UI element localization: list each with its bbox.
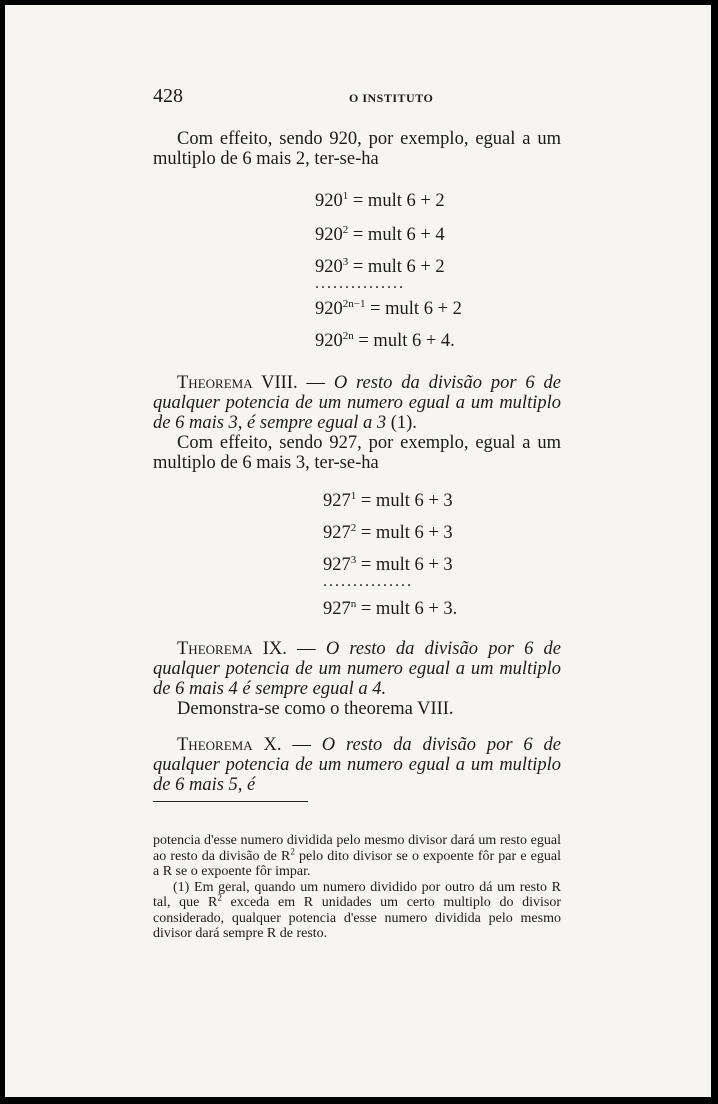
eq-base: 920: [315, 257, 343, 277]
eq-exponent: 1: [342, 189, 349, 202]
ellipsis-row-a: ...............: [315, 275, 405, 292]
theorem-9-proof: Demonstra-se como o theorema VIII.: [177, 699, 454, 719]
theorem-dash: —: [286, 639, 326, 659]
page-number: 428: [153, 85, 183, 107]
footnote-continued: potencia d'esse numero dividida pelo mesmo divisor dará um resto egual ao resto da divisão de $R^2$ pelo dito divisor se o expoente fôr par e egual a R se o expoente fôr impar.: [153, 833, 561, 879]
theorem-8-statement: [153, 373, 561, 433]
page-header: [153, 85, 593, 109]
theorem-label: Theorema X.: [177, 735, 282, 755]
theorem-8: [153, 373, 561, 473]
eq-base: 927: [323, 523, 351, 543]
equation-920-3: [315, 257, 445, 277]
theorem-dash: —: [297, 373, 334, 393]
theorem-text: O resto da divisão por 6 de qualquer potencia de um numero egual a um multiplo de 6 mais 4 é sempre egual a 4.: [153, 639, 561, 699]
book-page: [5, 5, 711, 1097]
eq-exponent: 2: [342, 223, 349, 236]
equation-927-2: [323, 523, 453, 543]
eq-exponent: 3: [342, 255, 349, 268]
theorem-9: [153, 639, 561, 719]
eq-rhs: = mult 6 + 4.: [358, 331, 455, 351]
theorem-8-proof: Com effeito, sendo 927, por exemplo, egual a um multiplo de 6 mais 3, ter-se-ha: [153, 433, 561, 473]
eq-base: 927: [323, 555, 351, 575]
ellipsis-row-b: ...............: [323, 573, 413, 590]
intro-paragraph: [153, 129, 561, 169]
equation-927-1: [323, 491, 453, 511]
equation-927-n: [323, 599, 457, 619]
eq-exponent: 2n−1: [342, 297, 366, 310]
eq-rhs: = mult 6 + 3: [360, 523, 453, 543]
eq-base: 927: [323, 599, 351, 619]
eq-rhs: = mult 6 + 2: [352, 257, 445, 277]
theorem-10: [153, 735, 561, 795]
eq-base: 920: [315, 299, 343, 319]
theorem-label: Theorema VIII.: [177, 373, 298, 393]
eq-exponent: 3: [350, 553, 357, 566]
theorem-label: Theorema IX.: [177, 639, 287, 659]
eq-exponent: 2: [350, 521, 357, 534]
eq-base: 920: [315, 225, 343, 245]
theorem-text: O resto da divisão por 6 de qualquer potencia de um numero egual a um multiplo de 6 mais 3, é sempre egual a 3: [153, 373, 562, 433]
eq-rhs: = mult 6 + 4: [352, 225, 445, 245]
theorem-dash: —: [281, 735, 322, 755]
eq-rhs: = mult 6 + 2: [352, 191, 445, 211]
theorem-10-statement: [153, 735, 561, 795]
footnote-ref: (1).: [386, 413, 417, 433]
intro-text: Com effeito, sendo 920, por exemplo, egual a um multiplo de 6 mais 2, ter-se-ha: [153, 129, 561, 169]
equation-920-2: [315, 225, 445, 245]
eq-base: 920: [315, 191, 343, 211]
footnote-1: (1) Em geral, quando um numero dividido por outro dá um resto R tal, que $R^2$ exceda em R unidades um certo multiplo do divisor considerado, qualquer potencia d'esse numero dividida pelo mesmo divisor dará sempre R de resto.: [153, 879, 561, 941]
eq-exponent: 1: [350, 489, 357, 502]
equation-927-3: [323, 555, 453, 575]
eq-base: 920: [315, 331, 343, 351]
equation-920-2n-minus-1: [315, 299, 462, 319]
theorem-9-statement: [153, 639, 561, 699]
eq-rhs: = mult 6 + 3: [360, 491, 453, 511]
eq-exponent: n: [350, 597, 357, 610]
eq-exponent: 2n: [342, 329, 354, 342]
footnote-rule: [153, 801, 308, 802]
eq-rhs: = mult 6 + 3.: [360, 599, 458, 619]
equation-920-1: [315, 191, 445, 211]
equation-920-2n: [315, 331, 455, 351]
footnotes: [153, 833, 561, 942]
eq-rhs: = mult 6 + 2: [370, 299, 462, 319]
eq-rhs: = mult 6 + 3: [360, 555, 453, 575]
running-title: O INSTITUTO: [349, 91, 434, 105]
eq-base: 927: [323, 491, 351, 511]
theorem-text: O resto da divisão por 6 de qualquer potencia de um numero egual a um multiplo de 6 mais 5, é: [153, 735, 562, 795]
